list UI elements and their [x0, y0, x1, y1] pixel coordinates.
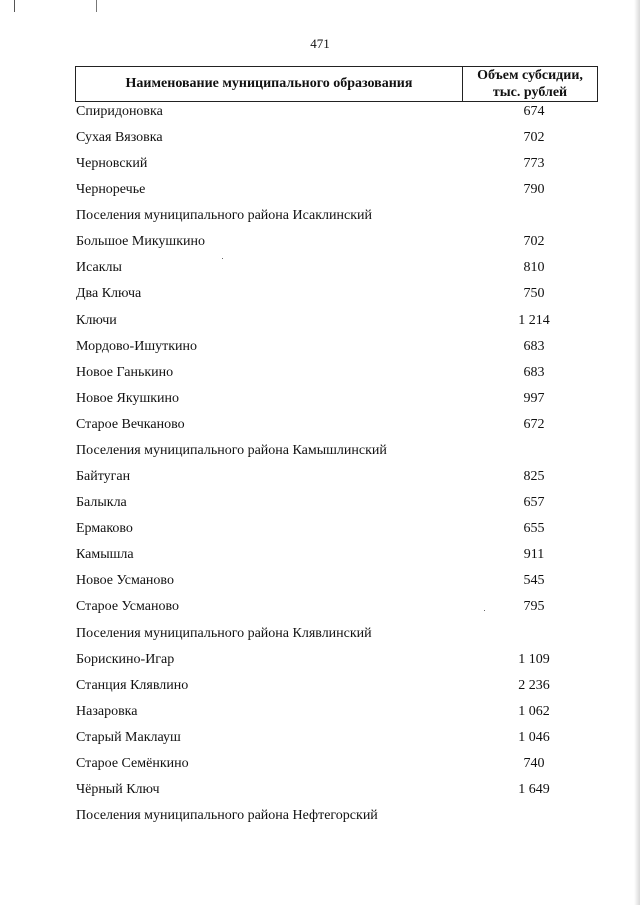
- row-name: Сухая Вязовка: [76, 130, 163, 145]
- section-heading-row: [76, 806, 596, 826]
- section-heading-row: [76, 206, 596, 226]
- table-row: [76, 702, 596, 722]
- table-header: [75, 66, 598, 102]
- scan-artifact-right: [96, 0, 97, 12]
- row-value: 911: [523, 547, 545, 562]
- row-value: 1 046: [518, 730, 550, 745]
- row-name: Новое Усманово: [76, 573, 174, 588]
- table-row: [76, 780, 596, 800]
- row-name: Балыкла: [76, 495, 127, 510]
- row-value: 740: [523, 756, 545, 771]
- row-name: Назаровка: [76, 704, 138, 719]
- table-row: [76, 389, 596, 409]
- row-value: 773: [523, 156, 545, 171]
- row-value: 702: [523, 234, 545, 249]
- row-value: 1 214: [518, 313, 550, 328]
- table-row: [76, 597, 596, 617]
- row-name: Станция Клявлино: [76, 678, 189, 693]
- row-name: Два Ключа: [76, 286, 142, 301]
- table-row: [76, 493, 596, 513]
- table-row: [76, 154, 596, 174]
- table-row: [76, 337, 596, 357]
- table-row: [76, 415, 596, 435]
- header-volume-column: [463, 67, 597, 101]
- table-row: [76, 467, 596, 487]
- section-heading: Поселения муниципального района Камышлинский: [76, 443, 387, 458]
- row-value: 672: [523, 417, 545, 432]
- row-name: Старый Маклауш: [76, 730, 181, 745]
- row-name: Борискино-Игар: [76, 652, 175, 667]
- row-value: 810: [523, 260, 545, 275]
- table-row: [76, 754, 596, 774]
- row-value: 683: [523, 365, 545, 380]
- table-row: [76, 519, 596, 539]
- row-name: Исаклы: [76, 260, 122, 275]
- table-row: [76, 232, 596, 252]
- row-name: Ключи: [76, 313, 117, 328]
- row-name: Мордово-Ишуткино: [76, 339, 198, 354]
- table-row: [76, 676, 596, 696]
- row-value: 683: [523, 339, 545, 354]
- scan-speck: [222, 258, 223, 259]
- page-edge-shadow: [634, 0, 640, 905]
- row-name: Новое Якушкино: [76, 391, 180, 406]
- row-name: Спиридоновка: [76, 104, 163, 119]
- row-name: Большое Микушкино: [76, 234, 206, 249]
- row-value: 1 062: [518, 704, 550, 719]
- scan-artifact-left: [14, 0, 15, 12]
- header-volume-line2: тыс. рублей: [492, 85, 568, 100]
- table-row: [76, 571, 596, 591]
- row-value: 2 236: [518, 678, 550, 693]
- row-name: Камышла: [76, 547, 134, 562]
- table-row: [76, 128, 596, 148]
- header-volume-line1: Объем субсидии,: [477, 68, 583, 83]
- row-name: Черноречье: [76, 182, 146, 197]
- scan-speck: [484, 610, 485, 611]
- row-name: Старое Семёнкино: [76, 756, 189, 771]
- row-value: 997: [523, 391, 545, 406]
- row-value: 825: [523, 469, 545, 484]
- table-row: [76, 284, 596, 304]
- row-value: 655: [523, 521, 545, 536]
- row-value: 674: [523, 104, 545, 119]
- row-value: 657: [523, 495, 545, 510]
- table-row: [76, 363, 596, 383]
- section-heading: Поселения муниципального района Клявлинский: [76, 626, 372, 641]
- section-heading-row: [76, 624, 596, 644]
- table-row: [76, 311, 596, 331]
- section-heading: Поселения муниципального района Исаклинский: [76, 208, 372, 223]
- table-row: [76, 258, 596, 278]
- row-name: Старое Вечканово: [76, 417, 185, 432]
- row-name: Ермаково: [76, 521, 133, 536]
- row-name: Чёрный Ключ: [76, 782, 160, 797]
- table-row: [76, 650, 596, 670]
- row-value: 1 649: [518, 782, 550, 797]
- row-value: 795: [523, 599, 545, 614]
- row-name: Новое Ганькино: [76, 365, 174, 380]
- row-value: 1 109: [518, 652, 550, 667]
- section-heading: Поселения муниципального района Нефтегорский: [76, 808, 378, 823]
- table-row: [76, 102, 596, 122]
- row-name: Черновский: [76, 156, 148, 171]
- page-number: 471: [310, 36, 330, 51]
- row-value: 790: [523, 182, 545, 197]
- header-name-column: Наименование муниципального образования: [76, 67, 463, 101]
- section-heading-row: [76, 441, 596, 461]
- row-name: Байтуган: [76, 469, 131, 484]
- row-value: 702: [523, 130, 545, 145]
- row-name: Старое Усманово: [76, 599, 179, 614]
- row-value: 750: [523, 286, 545, 301]
- table-row: [76, 545, 596, 565]
- table-row: [76, 728, 596, 748]
- row-value: 545: [523, 573, 545, 588]
- table-row: [76, 180, 596, 200]
